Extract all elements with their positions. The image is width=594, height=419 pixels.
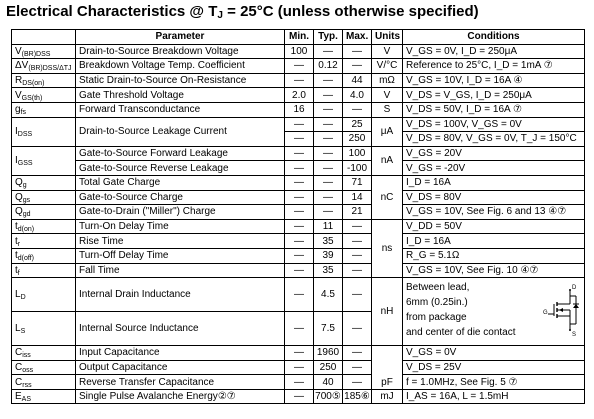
typ-cell: 0.12 [314,59,343,74]
max-cell: — [343,312,372,346]
header-parameter: Parameter [76,30,285,45]
typ-cell: — [314,146,343,161]
parameter-cell: Output Capacitance [76,360,285,375]
max-cell: 71 [343,175,372,190]
typ-cell: 35 [314,263,343,278]
units-cell: ns [372,219,403,277]
note-marker: ④⑦ [520,264,539,276]
note-marker: ⑤ [331,391,341,403]
typ-cell: 700⑤ [315,391,341,403]
table-row [12,117,585,132]
min-cell: — [285,360,314,375]
symbol-cell: $g_{fs}$ [12,102,76,117]
min-cell: — [285,161,314,176]
table-row [12,88,585,103]
condition-line: 6mm (0.25in.) [406,297,468,309]
units-cell: V/°C [372,59,403,74]
symbol-cell: $t_{d(off)}$ [12,248,76,263]
parameter-cell: Internal Drain Inductance [76,278,285,312]
min-cell: — [285,59,314,74]
header-typ: Typ. [314,30,343,45]
typ-cell: — [314,88,343,103]
typ-cell: — [314,73,343,88]
conditions-cell: Reference to 25°C, I_D = 1mA ⑦ [403,59,585,74]
typ-cell: — [314,190,343,205]
max-cell: — [343,248,372,263]
max-cell: — [343,59,372,74]
symbol-cell: $Q_{gd}$ [12,205,76,220]
condition-line: and center of die contact [406,327,516,339]
max-cell: 185⑥ [344,391,370,403]
parameter-cell: Gate Threshold Voltage [76,88,285,103]
symbol-cell: $V_{GS(th)}$ [12,88,76,103]
units-cell: pF [372,346,403,390]
table-row [12,389,585,404]
note-marker: ⑦ [508,376,518,388]
conditions-cell: V_GS = -20V [403,161,585,176]
table-row [12,219,585,234]
min-cell: — [285,375,314,390]
units-cell: V [372,88,403,103]
table-row [12,263,585,278]
min-cell: — [285,248,314,263]
note-marker: ④⑦ [548,206,567,218]
typ-cell: 40 [314,375,343,390]
typ-cell: 35 [314,234,343,249]
symbol-cell: $L_S$ [12,312,76,346]
conditions-cell: V_DS = V_GS, I_D = 250μA [403,88,585,103]
min-cell: — [285,278,314,312]
header-max: Max. [343,30,372,45]
parameter-cell: Gate-to-Source Forward Leakage [76,146,285,161]
conditions-cell: V_DD = 50V [403,219,585,234]
note-marker: ⑥ [360,391,370,403]
symbol-cell: $Q_g$ [12,175,76,190]
units-cell: mΩ [372,73,403,88]
table-row [12,248,585,263]
max-cell: — [343,234,372,249]
symbol-cell: $\Delta V_{(BR)DSS/\Delta TJ}$ [12,59,76,74]
units-cell: nC [372,175,403,219]
condition-line: Between lead, [406,282,470,294]
conditions-cell: V_DS = 50V, I_D = 16A ⑦ [403,102,585,117]
header-conditions: Conditions [403,30,585,45]
min-cell: 16 [285,102,314,117]
units-cell: μA [372,117,403,146]
symbol-cell: $I_{GSS}$ [12,146,76,175]
min-cell: — [285,205,314,220]
symbol-cell: $t_{d(on)}$ [12,219,76,234]
parameter-cell: Turn-Off Delay Time [76,248,285,263]
typ-cell: — [314,117,343,132]
symbol-cell: $t_r$ [12,234,76,249]
table-row [12,234,585,249]
electrical-characteristics-table [11,29,585,404]
note-marker: ⑦ [543,60,553,72]
min-cell: — [285,175,314,190]
mosfet-symbol-icon [542,282,580,338]
symbol-cell: $Q_{gs}$ [12,190,76,205]
parameter-cell: Drain-to-Source Breakdown Voltage [76,44,285,59]
conditions-cell [403,278,585,346]
drain-label: D [572,285,577,292]
symbol-cell: $t_f$ [12,263,76,278]
parameter-cell: Rise Time [76,234,285,249]
table-row [12,375,585,390]
symbol-cell: $E_{AS}$ [12,389,76,404]
typ-cell: 250 [314,360,343,375]
typ-cell: 4.5 [314,278,343,312]
table-row [12,175,585,190]
min-cell: — [285,73,314,88]
table-row [12,73,585,88]
conditions-cell: I_AS = 16A, L = 1.5mH [403,389,585,404]
symbol-cell: $R_{DS(on)}$ [12,73,76,88]
typ-cell: — [314,161,343,176]
symbol-cell: $L_D$ [12,278,76,312]
units-cell: S [372,102,403,117]
min-cell: — [285,312,314,346]
parameter-cell: Total Gate Charge [76,175,285,190]
table-row [12,205,585,220]
min-cell: 2.0 [285,88,314,103]
units-cell: nH [372,278,403,346]
parameter-cell: Turn-On Delay Time [76,219,285,234]
conditions-cell: V_GS = 0V [403,346,585,361]
typ-cell: 1960 [314,346,343,361]
max-cell: — [343,219,372,234]
min-cell: — [285,389,314,404]
min-cell: — [285,346,314,361]
parameter-cell: Input Capacitance [76,346,285,361]
conditions-cell: V_GS = 0V, I_D = 250μA [403,44,585,59]
min-cell: — [285,117,314,132]
table-row [12,146,585,161]
max-cell: 4.0 [343,88,372,103]
table-row [12,190,585,205]
max-cell: -100 [343,161,372,176]
parameter-cell: Forward Transconductance [76,102,285,117]
header-symbol [12,30,76,45]
symbol-cell: $C_{oss}$ [12,360,76,375]
max-cell: 14 [343,190,372,205]
units-cell: nA [372,146,403,175]
max-cell: 21 [343,205,372,220]
source-label: S [572,332,577,339]
typ-cell: — [314,102,343,117]
table-row [12,44,585,59]
note-marker: ⑦ [512,104,522,116]
min-cell: 100 [285,44,314,59]
max-cell: — [343,375,372,390]
table-row [12,161,585,176]
parameter-cell: Gate-to-Drain ("Miller") Charge [76,205,285,220]
conditions-cell: R_G = 5.1Ω [403,248,585,263]
max-cell: — [343,278,372,312]
table-row [12,278,585,312]
conditions-cell: V_DS = 25V [403,360,585,375]
max-cell: 25 [343,117,372,132]
typ-cell: — [314,175,343,190]
parameter-cell: Fall Time [76,263,285,278]
max-cell: 250 [343,132,372,147]
parameter-cell: Gate-to-Source Reverse Leakage [76,161,285,176]
conditions-cell: f = 1.0MHz, See Fig. 5 ⑦ [403,375,585,390]
table-title: Electrical Characteristics @ $T_J = 25^\circ C$ (unless otherwise specified) [6,3,479,21]
min-cell: — [285,132,314,147]
header-min: Min. [285,30,314,45]
gate-label: G [543,310,548,317]
symbol-cell: $C_{rss}$ [12,375,76,390]
conditions-cell: V_DS = 80V, V_GS = 0V, T_J = 150°C [403,132,585,147]
note-marker: ④ [513,75,523,87]
typ-cell: — [314,44,343,59]
min-cell: — [285,146,314,161]
table-row [12,360,585,375]
parameter-cell: Drain-to-Source Leakage Current [76,117,285,146]
max-cell: 44 [343,73,372,88]
max-cell: 100 [343,146,372,161]
parameter-cell: Internal Source Inductance [76,312,285,346]
max-cell: — [343,102,372,117]
conditions-cell: V_GS = 20V [403,146,585,161]
header-row [12,30,585,45]
units-cell: mJ [372,389,403,404]
units-cell: V [372,44,403,59]
parameter-cell: Single Pulse Avalanche Energy②⑦ [76,389,285,404]
max-cell: — [343,263,372,278]
typ-cell: 39 [314,248,343,263]
min-cell: — [285,263,314,278]
note-marker: ②⑦ [217,391,236,403]
symbol-cell: $I_{DSS}$ [12,117,76,146]
parameter-cell: Gate-to-Source Charge [76,190,285,205]
table-row [12,346,585,361]
parameter-cell: Static Drain-to-Source On-Resistance [76,73,285,88]
condition-line: from package [406,312,467,324]
conditions-cell: V_GS = 10V, I_D = 16A ④ [403,73,585,88]
typ-cell: — [314,132,343,147]
min-cell: — [285,234,314,249]
parameter-cell: Reverse Transfer Capacitance [76,375,285,390]
conditions-cell: I_D = 16A [403,175,585,190]
table-row [12,102,585,117]
parameter-cell: Breakdown Voltage Temp. Coefficient [76,59,285,74]
table-row [12,59,585,74]
symbol-cell: $V_{(BR)DSS}$ [12,44,76,59]
typ-cell: — [314,205,343,220]
typ-cell: 7.5 [314,312,343,346]
symbol-cell: $C_{iss}$ [12,346,76,361]
conditions-cell: V_GS = 10V, See Fig. 6 and 13 ④⑦ [403,205,585,220]
conditions-cell: V_GS = 10V, See Fig. 10 ④⑦ [403,263,585,278]
typ-cell: 11 [314,219,343,234]
min-cell: — [285,190,314,205]
header-units: Units [372,30,403,45]
max-cell: — [343,346,372,361]
max-cell: — [343,44,372,59]
conditions-cell: V_DS = 80V [403,190,585,205]
min-cell: — [285,219,314,234]
conditions-cell: I_D = 16A [403,234,585,249]
max-cell: — [343,360,372,375]
conditions-cell: V_DS = 100V, V_GS = 0V [403,117,585,132]
